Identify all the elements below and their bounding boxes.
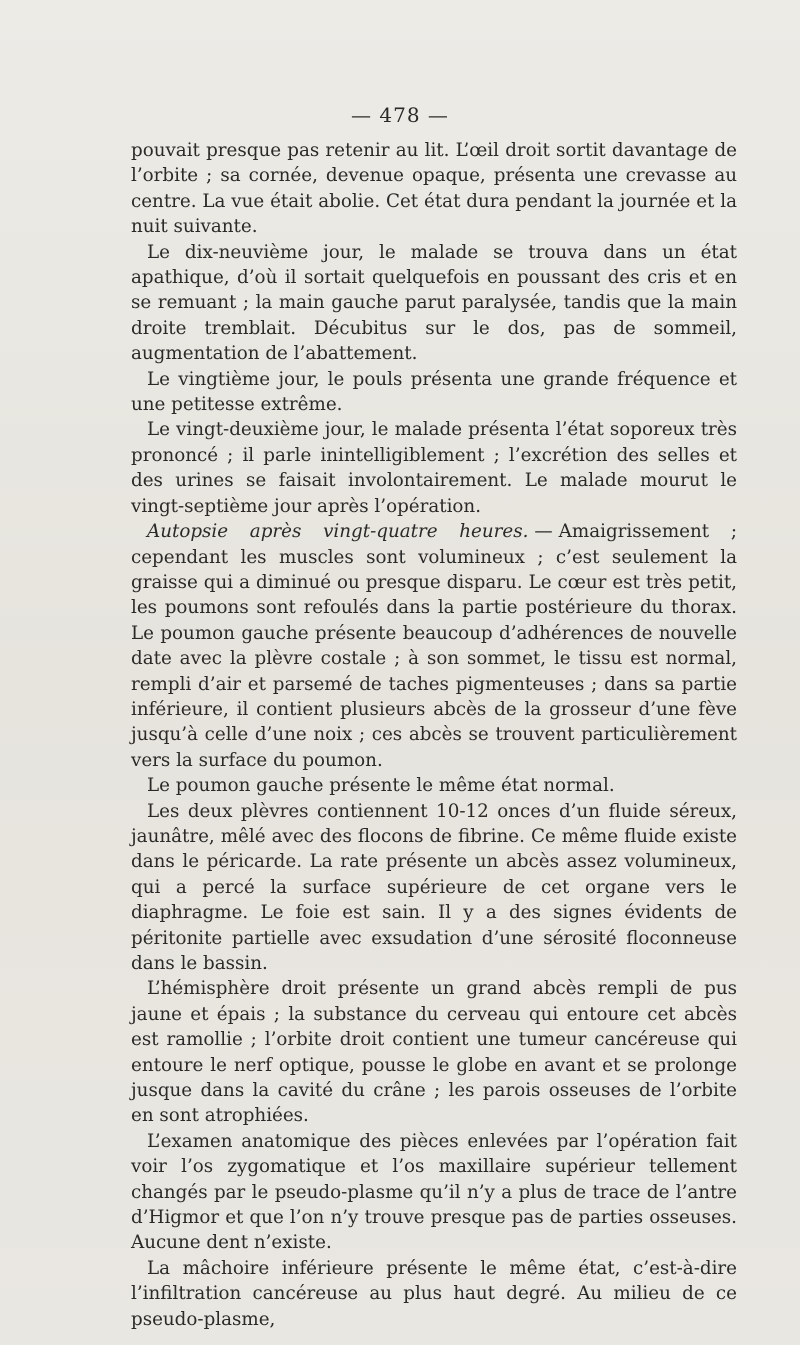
paragraph-8: L’hémisphère droit présente un grand abcès rempli de pus jaune et épais ; la substance du cerveau qui entoure cet abcès est ramollie ; l’orbite droit contient une tumeur cancéreuse qui entoure le nerf optique, pousse le globe en avant et se prolonge jusque dans la cavité du crâne ; les parois osseuses de l’orbite en sont atrophiées. [131, 978, 737, 1127]
paragraph-2: Le dix-neuvième jour, le malade se trouva dans un état apathique, d’où il sortait quelquefois en poussant des cris et en se remuant ; la main gauche parut paralysée, tandis que la main droite tremblait. Décubitus sur le dos, pas de sommeil, augmentation de l’abattement. [131, 241, 737, 365]
page-number: — 478 — [351, 103, 449, 127]
paragraph-5 [131, 519, 737, 773]
paragraph-10: La mâchoire inférieure présente le même état, c’est-à-dire l’infiltration cancéreuse au plus haut degré. Au milieu de ce pseudo-plasme, [131, 1257, 737, 1330]
paragraph-6: Le poumon gauche présente le même état normal. [147, 775, 615, 797]
body-text [131, 138, 737, 1332]
paragraph-7: Les deux plèvres contiennent 10-12 onces d’un fluide séreux, jaunâtre, mêlé avec des flocons de fibrine. Ce même fluide existe dans le péricarde. La rate présente un abcès assez volumineux, qui a percé la surface supérieure de cet organe vers le diaphragme. Le foie est sain. Il y a des signes évidents de péritonite partielle avec exsudation d’une sérosité floconneuse dans le bassin. [131, 800, 737, 974]
autopsy-text: Amaigrissement ; cependant les muscles sont volumineux ; c’est seulement la graisse qui a diminué ou presque disparu. Le cœur est très petit, les poumons sont refoulés dans la partie postérieure du thorax. Le poumon gauche présente beaucoup d’adhérences de nouvelle date avec la plèvre costale ; à son sommet, le tissu est normal, rempli d’air et parsemé de taches pigmenteuses ; dans sa partie inférieure, il contient plusieurs abcès de la grosseur d’une fève jusqu’à celle d’une noix ; ces abcès se trouvent particulièrement vers la surface du poumon. [131, 521, 737, 771]
autopsy-heading: Autopsie après vingt-quatre heures. [147, 521, 529, 543]
paragraph-1: pouvait presque pas retenir au lit. L’œil droit sortit davantage de l’orbite ; sa cornée, devenue opaque, présenta une crevasse au centre. La vue était abolie. Cet état dura pendant la journée et la nuit suivante. [131, 140, 737, 238]
em-dash: — [534, 521, 553, 543]
paragraph-4: Le vingt-deuxième jour, le malade présenta l’état soporeux très prononcé ; il parle inintelligiblement ; l’excrétion des selles et des urines se faisait involontairement. Le malade mourut le vingt-septième jour après l’opération. [131, 419, 737, 517]
paragraph-9: L’examen anatomique des pièces enlevées par l’opération fait voir l’os zygomatique et l’os maxillaire supérieur tellement changés par le pseudo-plasme qu’il n’y a plus de trace de l’antre d’Higmor et que l’on n’y trouve presque pas de parties osseuses. Aucune dent n’existe. [131, 1130, 737, 1254]
paragraph-3: Le vingtième jour, le pouls présenta une grande fréquence et une petitesse extrême. [131, 368, 737, 416]
